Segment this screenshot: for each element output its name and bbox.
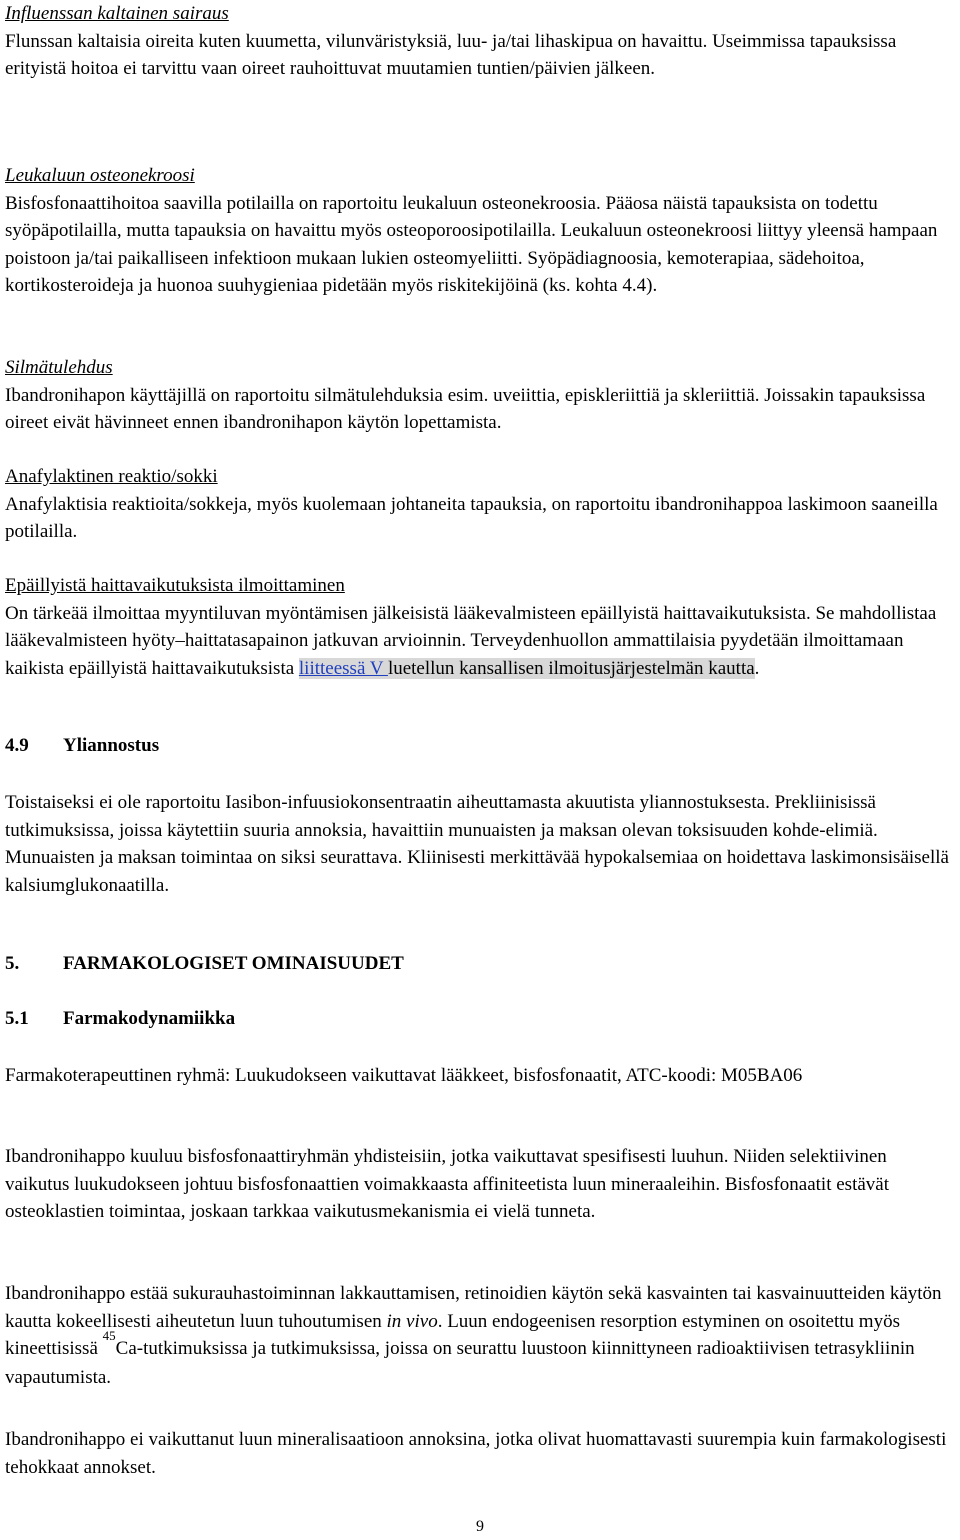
pharmacotherapeutic-group	[5, 1062, 955, 1090]
flu-section	[5, 0, 955, 83]
anaphylaxis-text: Anafylaktisia reaktioita/sokkeja, myös kuolemaan johtaneita tapauksia, on raportoitu ibandronihappoa laskimoon saaneilla potilailla.	[5, 493, 938, 542]
in-vivo: in vivo	[386, 1310, 438, 1332]
section-title: FARMAKOLOGISET OMINAISUUDET	[63, 953, 404, 974]
flu-heading: Influenssan kaltainen sairaus	[5, 3, 229, 24]
anaphylaxis-section	[5, 463, 955, 546]
reporting-text	[5, 600, 955, 683]
section-title: Yliannostus	[63, 735, 160, 756]
resorption-part-b: . Luun endogeenisen resorption estyminen on osoitettu myös kineettisissä	[5, 1310, 900, 1359]
eye-heading: Silmätulehdus	[5, 357, 113, 378]
onj-section	[5, 162, 955, 300]
reporting-end: .	[754, 657, 760, 679]
reporting-heading: Epäillyistä haittavaikutuksista ilmoittaminen	[5, 575, 345, 596]
page-number: 9	[476, 1518, 484, 1535]
reporting-highlight: luetellun kansallisen ilmoitusjärjestelmän kautta	[387, 657, 755, 679]
atc-text: Farmakoterapeuttinen ryhmä: Luukudokseen vaikuttavat lääkkeet, bisfosfonaatit, ATC-koodi: M05BA06	[5, 1065, 803, 1086]
onj-heading: Leukaluun osteonekroosi	[5, 165, 195, 186]
mechanism-text: Ibandronihappo kuuluu bisfosfonaattiryhmän yhdisteisiin, jotka vaikuttavat spesifisesti luuhun. Niiden selektiivinen vaikutus luukudokseen johtuu bisfosfonaattien voimakkaasta affiniteetista luun mineraaleihin. Bisfosfonaatit estävät osteoklastien toimintaa, joskaan tarkkaa vaikutusmekanismia ei vielä tunneta.	[5, 1146, 889, 1222]
section-number: 4.9	[5, 735, 29, 756]
resorption-part-a: Ibandronihappo estää sukurauhastoiminnan lakkauttamisen, retinoidien käytön sekä kasvainten tai kasvainuutteiden käytön kautta kokeellisesti aiheutetun luun tuhoutumisen	[5, 1283, 942, 1332]
section-4-9-text	[5, 789, 955, 899]
annex-v-link[interactable]: liitteessä V	[298, 657, 388, 679]
mechanism-paragraph	[5, 1143, 955, 1226]
overdose-text: Toistaiseksi ei ole raportoitu Iasibon-infuusiokonsentraatin aiheuttamasta akuutista yliannostuksesta. Prekliinisissä tutkimuksissa, joissa käytettiin suuria annoksia, havaittiin munuaisten ja maksan olevan toksisuuden kohde-elimiä. Munuaisten ja maksan toimintaa on siksi seurattava. Kliinisesti merkittävää hypokalsemiaa on hoidettava laskimonsisäisellä kalsiumglukonaatilla.	[5, 792, 949, 896]
eye-section	[5, 354, 955, 437]
reporting-body: On tärkeää ilmoittaa myyntiluvan myöntämisen jälkeisistä lääkevalmisteen epäillyistä haittavaikutuksista. Se mahdollistaa lääkevalmisteen hyöty–haittatasapainon jatkuvan arvioinnin. Terveydenhuollon ammattilaisia pyydetään ilmoittamaan kaikista epäillyistä haittavaikutuksista	[5, 602, 937, 679]
resorption-text	[5, 1280, 955, 1391]
anaphylaxis-heading: Anafylaktinen reaktio/sokki	[5, 466, 218, 487]
section-number: 5.1	[5, 1008, 29, 1029]
mineralisation-paragraph	[5, 1426, 955, 1481]
resorption-paragraph	[5, 1280, 955, 1391]
isotope-superscript: 45	[102, 1328, 116, 1343]
reporting-section	[5, 572, 955, 682]
section-5-1-heading	[5, 1008, 235, 1030]
resorption-part-c: Ca-tutkimuksissa ja tutkimuksissa, joissa on seurattu luustoon kiinnittyneen radioaktiivisen tetrasykliinin vapautumista.	[5, 1338, 915, 1388]
mineralisation-text: Ibandronihappo ei vaikuttanut luun mineralisaatioon annoksina, jotka olivat huomattavasti suurempia kuin farmakologisesti tehokkaat annokset.	[5, 1429, 947, 1478]
flu-text: Flunssan kaltaisia oireita kuten kuumetta, vilunväristyksiä, luu- ja/tai lihaskipua on havaittu. Useimmissa tapauksissa erityistä hoitoa ei tarvittu vaan oireet rauhoittuvat muutamien tuntien/päivien jälkeen.	[5, 30, 897, 79]
onj-text: Bisfosfonaattihoitoa saavilla potilailla on raportoitu leukaluun osteonekroosia. Pääosa näistä tapauksista on todettu syöpäpotilailla, mutta tapauksia on havaittu myös osteoporoosipotilailla. Leukaluun osteonekroosi liittyy yleensä hampaan poistoon ja/tai paikalliseen infektioon mukaan lukien osteomyeliitti. Syöpädiagnoosia, kemoterapiaa, sädehoitoa, kortikosteroideja ja huonoa suuhygieniaa pidetään myös riskitekijöinä (ks. kohta 4.4).	[5, 192, 938, 296]
section-4-9-heading	[5, 735, 159, 757]
eye-text: Ibandronihapon käyttäjillä on raportoitu silmätulehduksia esim. uveiittia, episkleriittiä ja skleriittiä. Joissakin tapauksissa oireet eivät hävinneet ennen ibandronihapon käytön lopettamista.	[5, 384, 926, 433]
section-5-heading	[5, 953, 404, 975]
section-title: Farmakodynamiikka	[63, 1008, 236, 1029]
section-number: 5.	[5, 953, 20, 974]
